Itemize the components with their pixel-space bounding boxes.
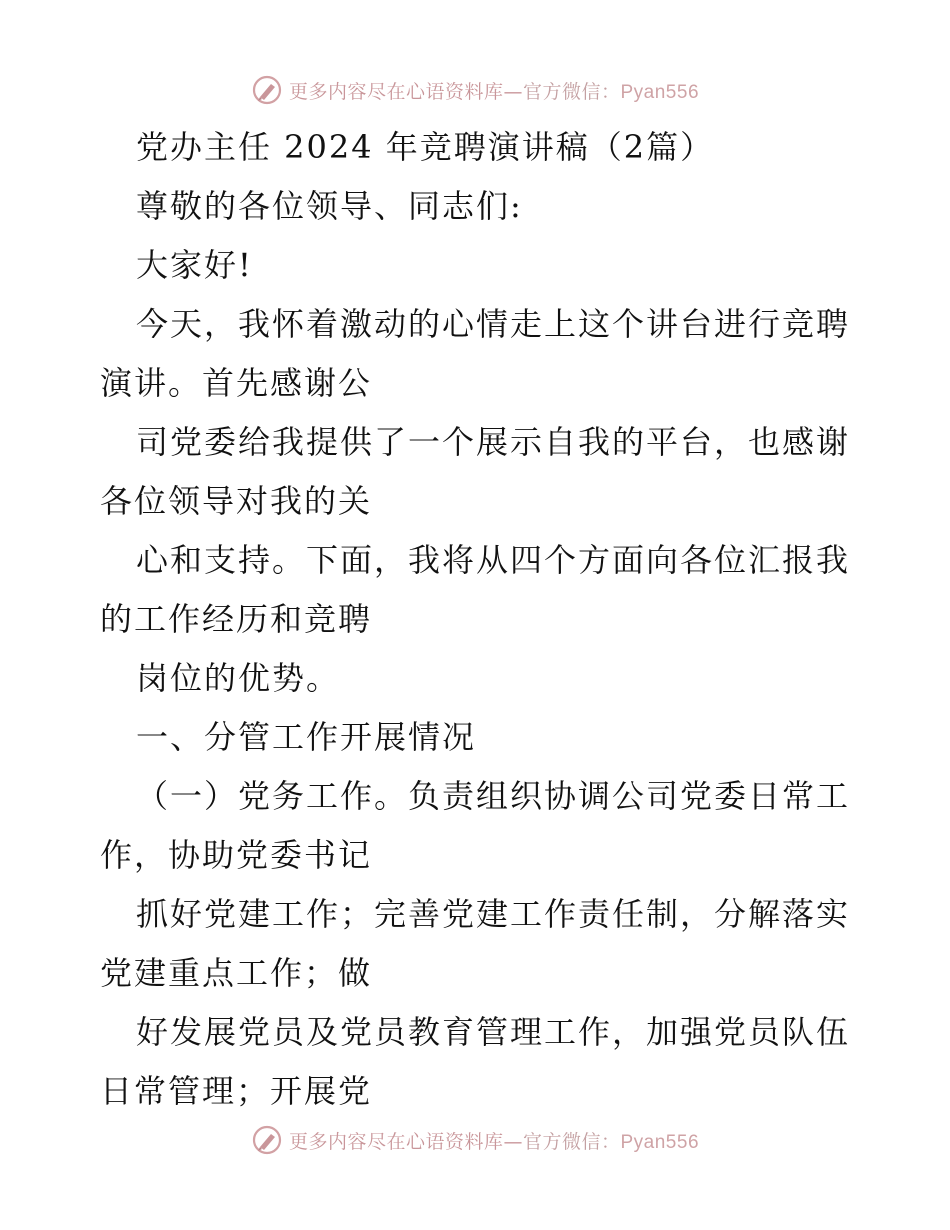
text-line: 心和支持。下面，我将从四个方面向各位汇报我 [136, 541, 851, 579]
document-body [100, 118, 860, 1121]
text-line: 一、分管工作开展情况 [136, 718, 477, 756]
text-line: 司党委给我提供了一个展示自我的平台，也感谢 [136, 423, 851, 461]
text-line: 尊敬的各位领导、同志们: [136, 187, 523, 225]
document-title: 党办主任 2024 年竞聘演讲稿（2篇） [136, 128, 715, 166]
text-line: 党建重点工作；做 [100, 954, 373, 992]
text-line: 各位领导对我的关 [100, 482, 373, 520]
text-line: 大家好! [136, 246, 253, 284]
text-line: 作，协助党委书记 [100, 836, 373, 874]
text-line: 好发展党员及党员教育管理工作，加强党员队伍 [136, 1013, 851, 1051]
banner-wechat-label: 官方微信： [522, 1130, 621, 1153]
footer-banner [0, 1120, 950, 1160]
banner-text [289, 1127, 699, 1154]
banner-text [289, 77, 699, 104]
banner-wechat-id: Pyan556 [620, 1131, 700, 1153]
text-line: 岗位的优势。 [136, 659, 341, 697]
pen-logo-icon [251, 74, 283, 106]
text-line: 今天，我怀着激动的心情走上这个讲台进行竞聘 [136, 305, 851, 343]
banner-main-text: 更多内容尽在心语资料库 [288, 80, 504, 103]
banner-main-text: 更多内容尽在心语资料库 [288, 1130, 504, 1153]
text-line: （一）党务工作。负责组织协调公司党委日常工 [136, 777, 851, 815]
text-line: 的工作经历和竞聘 [100, 600, 373, 638]
banner-dash: — [503, 80, 523, 103]
header-banner [0, 70, 950, 110]
banner-wechat-label: 官方微信： [522, 80, 621, 103]
text-line: 演讲。首先感谢公 [100, 364, 373, 402]
pen-logo-icon [251, 1124, 283, 1156]
text-line: 抓好党建工作；完善党建工作责任制，分解落实 [136, 895, 851, 933]
text-line: 日常管理；开展党 [100, 1072, 373, 1110]
banner-dash: — [503, 1130, 523, 1153]
banner-wechat-id: Pyan556 [620, 81, 700, 103]
